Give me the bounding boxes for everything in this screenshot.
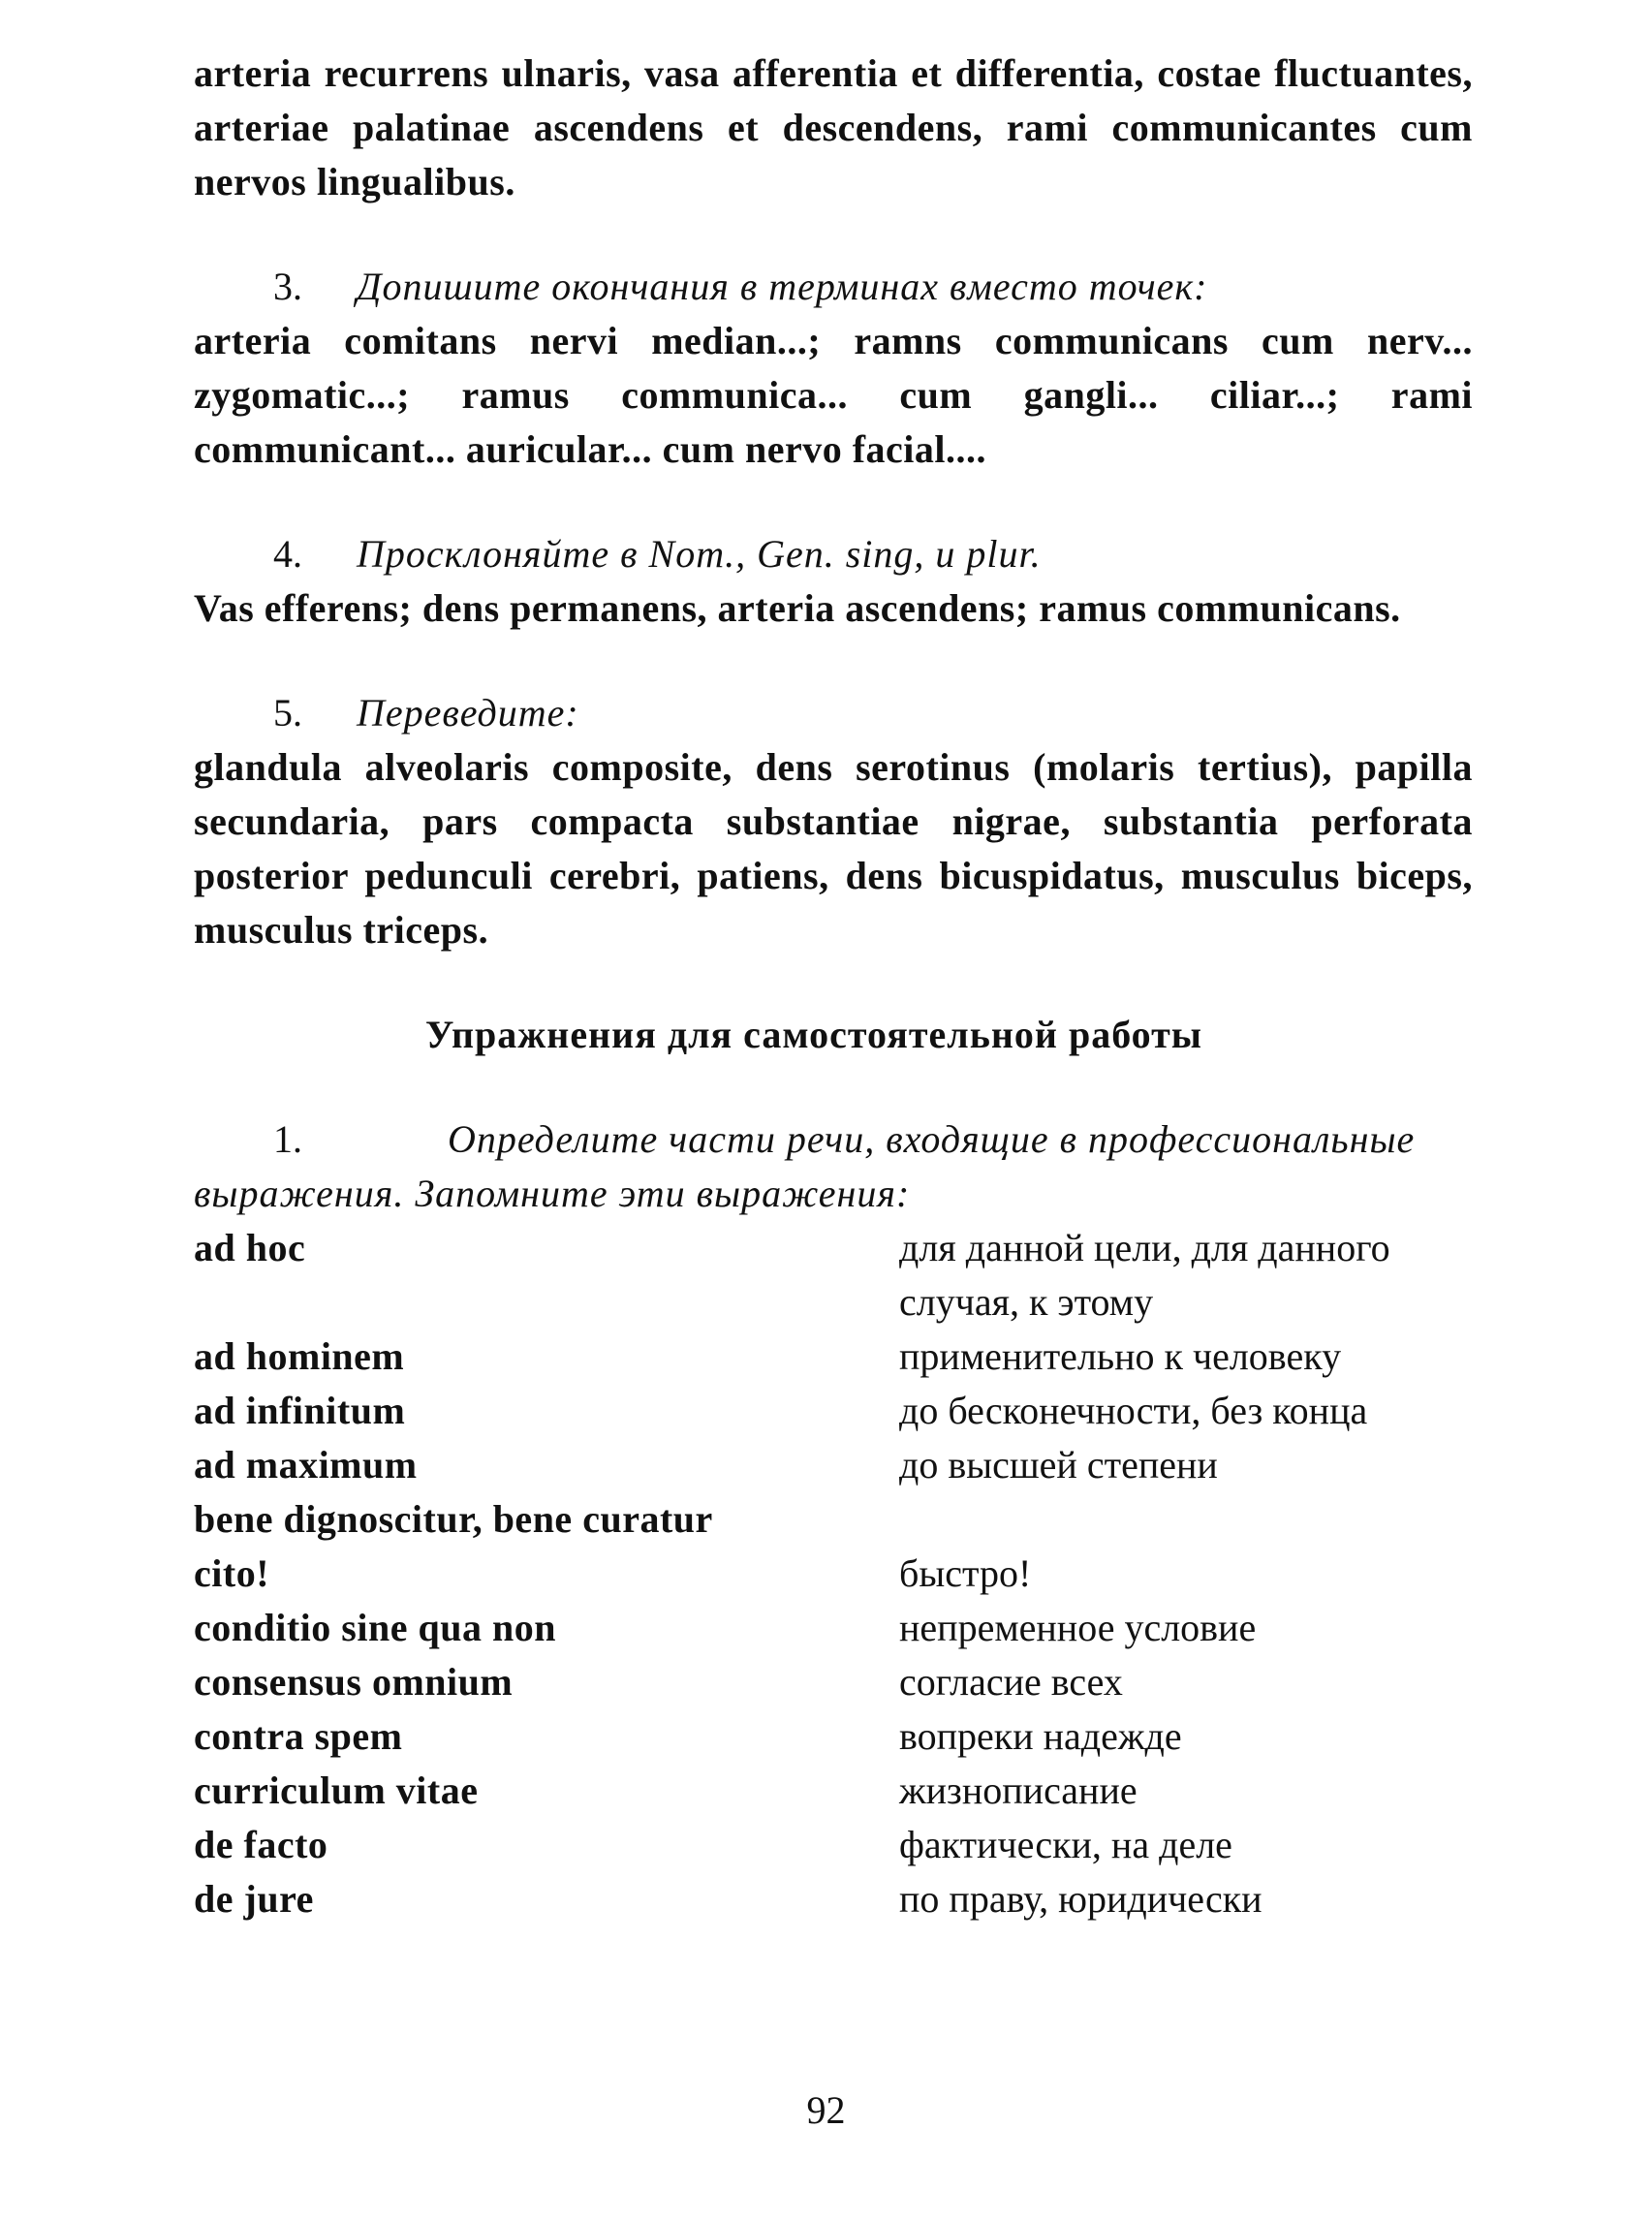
- phrase-latin: curriculum vitae: [194, 1768, 479, 1812]
- phrase-list: [194, 1221, 1473, 1926]
- phrase-russian: согласие всех: [899, 1660, 1123, 1704]
- phrase-latin: ad maximum: [194, 1443, 418, 1487]
- phrase-latin: ad infinitum: [194, 1389, 406, 1432]
- phrase-row: [194, 1330, 1473, 1384]
- phrase-russian: по праву, юридически: [899, 1877, 1262, 1921]
- exercise-4-header: [194, 527, 1473, 581]
- phrase-row: [194, 1709, 1473, 1764]
- phrase-russian: вопреки надежде: [899, 1714, 1182, 1758]
- self-exercise-header: [194, 1112, 1550, 1221]
- phrase-russian: для данной цели, для данного случая, к этому: [899, 1226, 1390, 1324]
- phrase-latin: consensus omnium: [194, 1660, 514, 1704]
- phrase-russian: [899, 1492, 1473, 1547]
- phrase-latin: de jure: [194, 1877, 314, 1921]
- phrase-row: [194, 1547, 1473, 1601]
- exercise-3: [194, 260, 1473, 477]
- document-page: [194, 47, 1473, 1926]
- phrase-latin: bene dignoscitur, bene curatur: [194, 1497, 713, 1541]
- phrase-russian: применительно к человеку: [899, 1334, 1342, 1378]
- phrase-row: [194, 1818, 1473, 1872]
- phrase-latin: de facto: [194, 1823, 328, 1866]
- section-heading: Упражнения для самостоятельной работы: [424, 1013, 1203, 1056]
- phrase-row: [194, 1492, 1473, 1547]
- phrase-latin: cito!: [194, 1551, 270, 1595]
- phrase-latin: ad hoc: [194, 1226, 306, 1269]
- phrase-row: [194, 1764, 1473, 1818]
- exercise-5-instruction: Переведите:: [357, 691, 579, 735]
- phrase-russian: быстро!: [899, 1551, 1032, 1595]
- exercise-3-header: [194, 260, 1473, 314]
- phrase-row: [194, 1438, 1473, 1492]
- phrase-russian: непременное условие: [899, 1606, 1257, 1649]
- phrase-row: [194, 1221, 1473, 1330]
- intro-paragraph: arteria recurrens ulnaris, vasa afferentia et differentia, costae fluctuantes, arteriae palatinae ascendens et descendens, rami communicantes cum nervos lingualibus.: [194, 51, 1473, 203]
- exercise-3-number: 3.: [273, 265, 302, 308]
- phrase-russian: до бесконечности, без конца: [899, 1389, 1368, 1432]
- exercise-4: [194, 527, 1473, 636]
- phrase-row: [194, 1601, 1473, 1655]
- exercise-3-text: arteria comitans nervi median...; ramns communicans cum nerv... zygomatic...; ramus communica... cum gangli... ciliar...; rami communicant... auricular... cum nervo facial....: [194, 319, 1473, 471]
- phrase-latin: conditio sine qua non: [194, 1606, 556, 1649]
- self-exercise-number: 1.: [273, 1117, 302, 1161]
- exercise-4-number: 4.: [273, 532, 302, 576]
- phrase-russian: до высшей степени: [899, 1443, 1218, 1487]
- phrase-row: [194, 1655, 1473, 1709]
- phrase-row: [194, 1872, 1473, 1926]
- exercise-4-text: Vas efferens; dens permanens, arteria ascendens; ramus communicans.: [194, 586, 1401, 630]
- phrase-russian: фактически, на деле: [899, 1823, 1232, 1866]
- phrase-row: [194, 1384, 1473, 1438]
- exercise-5: [194, 686, 1473, 957]
- phrase-russian: жизнописание: [899, 1768, 1138, 1812]
- exercise-5-number: 5.: [273, 691, 302, 735]
- exercise-5-text: glandula alveolaris composite, dens serotinus (molaris tertius), papilla secundaria, pars compacta substantiae nigrae, substantia perforata posterior pedunculi cerebri, patiens, dens bicuspidatus, musculus biceps, musculus triceps.: [194, 745, 1473, 952]
- phrase-latin: ad hominem: [194, 1334, 405, 1378]
- phrase-latin: contra spem: [194, 1714, 403, 1758]
- exercise-3-instruction: Допишите окончания в терминах вместо точек:: [357, 265, 1208, 308]
- exercise-5-header: [194, 686, 1473, 740]
- self-exercise-instruction: Определите части речи, входящие в профессиональные выражения. Запомните эти выражения:: [194, 1117, 1416, 1215]
- page-number: 92: [806, 2088, 846, 2132]
- exercise-4-instruction: Просклоняйте в Nom., Gen. sing, и plur.: [357, 532, 1042, 576]
